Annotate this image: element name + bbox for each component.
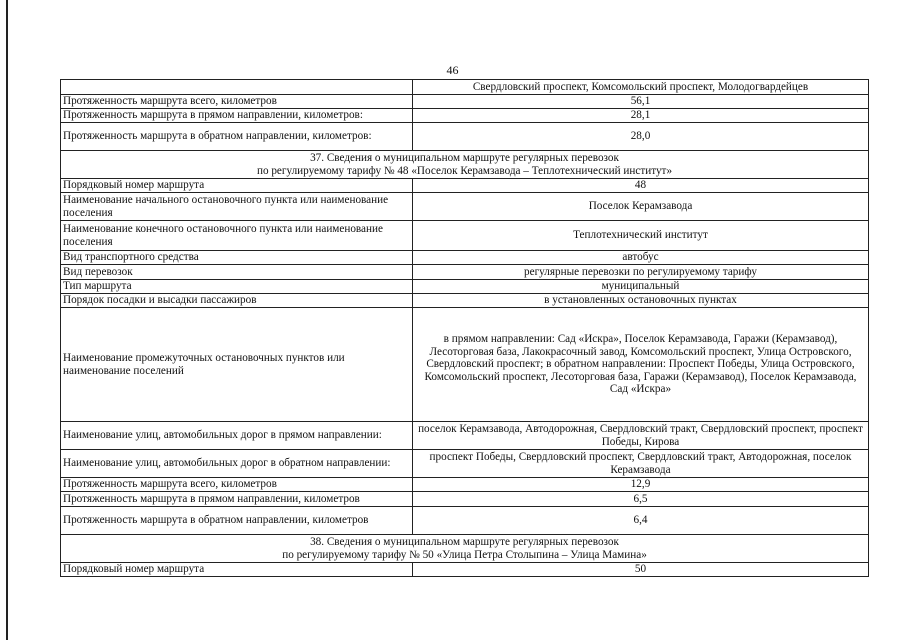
row-value: 48 (413, 179, 869, 193)
table-row (61, 109, 869, 123)
row-label: Протяженность маршрута всего, километров (61, 95, 413, 109)
table-row (61, 179, 869, 193)
row-label: Вид перевозок (61, 265, 413, 280)
table-row (61, 294, 869, 308)
row-label: Порядковый номер маршрута (61, 179, 413, 193)
table-row (61, 280, 869, 294)
row-value: в установленных остановочных пунктах (413, 294, 869, 308)
row-label: Наименование начального остановочного пункта или наименование поселения (61, 193, 413, 221)
row-value: Свердловский проспект, Комсомольский проспект, Молодогвардейцев (413, 80, 869, 95)
table-row (61, 563, 869, 577)
row-value: 28,0 (413, 123, 869, 151)
row-value: Поселок Керамзавода (413, 193, 869, 221)
row-label: Вид транспортного средства (61, 251, 413, 265)
route-info-table (60, 79, 869, 577)
table-row (61, 478, 869, 492)
row-value: 28,1 (413, 109, 869, 123)
section-title-line: по регулируемому тарифу № 50 «Улица Петра Столыпина – Улица Мамина» (282, 548, 647, 561)
row-value: 12,9 (413, 478, 869, 492)
row-label: Порядок посадки и высадки пассажиров (61, 294, 413, 308)
row-label: Протяженность маршрута в обратном направлении, километров: (61, 123, 413, 151)
row-value: 6,4 (413, 507, 869, 535)
row-value: 50 (413, 563, 869, 577)
section-title (61, 151, 869, 179)
table-row (61, 265, 869, 280)
page-edge-rule (6, 0, 8, 640)
row-value: автобус (413, 251, 869, 265)
section-header-row (61, 151, 869, 179)
table-row (61, 507, 869, 535)
table-row (61, 221, 869, 251)
table-row (61, 123, 869, 151)
row-value: Теплотехнический институт (413, 221, 869, 251)
row-label: Наименование промежуточных остановочных пунктов или наименование поселений (61, 308, 413, 422)
row-value: поселок Керамзавода, Автодорожная, Свердловский тракт, Свердловский проспект, проспект Победы, Кирова (413, 422, 869, 450)
row-label: Протяженность маршрута всего, километров (61, 478, 413, 492)
section-title (61, 535, 869, 563)
table-row (61, 251, 869, 265)
row-label: Наименование улиц, автомобильных дорог в прямом направлении: (61, 422, 413, 450)
row-label: Протяженность маршрута в обратном направлении, километров (61, 507, 413, 535)
row-label (61, 80, 413, 95)
section-title-line: 37. Сведения о муниципальном маршруте регулярных перевозок (310, 151, 619, 164)
row-label: Наименование улиц, автомобильных дорог в обратном направлении: (61, 450, 413, 478)
row-value: в прямом направлении: Сад «Искра», Поселок Керамзавода, Гаражи (Керамзавод), Лесоторговая база, Лакокрасочный завод, Комсомольский проспект, Улица Островского, Свердловский проспект; в обратном направлении: Проспект Победы, Улица Островского, Комсомольский проспект, Лесоторговая база, Гаражи (Керамзавод), Поселок Керамзавода, Сад «Искра» (413, 308, 869, 422)
table-row (61, 308, 869, 422)
row-value: проспект Победы, Свердловский проспект, Свердловский тракт, Автодорожная, поселок Керамзавода (413, 450, 869, 478)
page-number: 46 (446, 63, 459, 77)
row-value: муниципальный (413, 280, 869, 294)
section-title-line: 38. Сведения о муниципальном маршруте регулярных перевозок (310, 535, 619, 548)
table-row (61, 95, 869, 109)
section-title-line: по регулируемому тарифу № 48 «Поселок Керамзавода – Теплотехнический институт» (256, 164, 673, 177)
table-row (61, 492, 869, 507)
row-value: 6,5 (413, 492, 869, 507)
table-row (61, 193, 869, 221)
table-row (61, 450, 869, 478)
row-label: Наименование конечного остановочного пункта или наименование поселения (61, 221, 413, 251)
row-label: Протяженность маршрута в прямом направлении, километров (61, 492, 413, 507)
row-value: регулярные перевозки по регулируемому тарифу (413, 265, 869, 280)
table-row (61, 80, 869, 95)
row-value: 56,1 (413, 95, 869, 109)
row-label: Порядковый номер маршрута (61, 563, 413, 577)
section-header-row (61, 535, 869, 563)
row-label: Тип маршрута (61, 280, 413, 294)
table-row (61, 422, 869, 450)
row-label: Протяженность маршрута в прямом направлении, километров: (61, 109, 413, 123)
